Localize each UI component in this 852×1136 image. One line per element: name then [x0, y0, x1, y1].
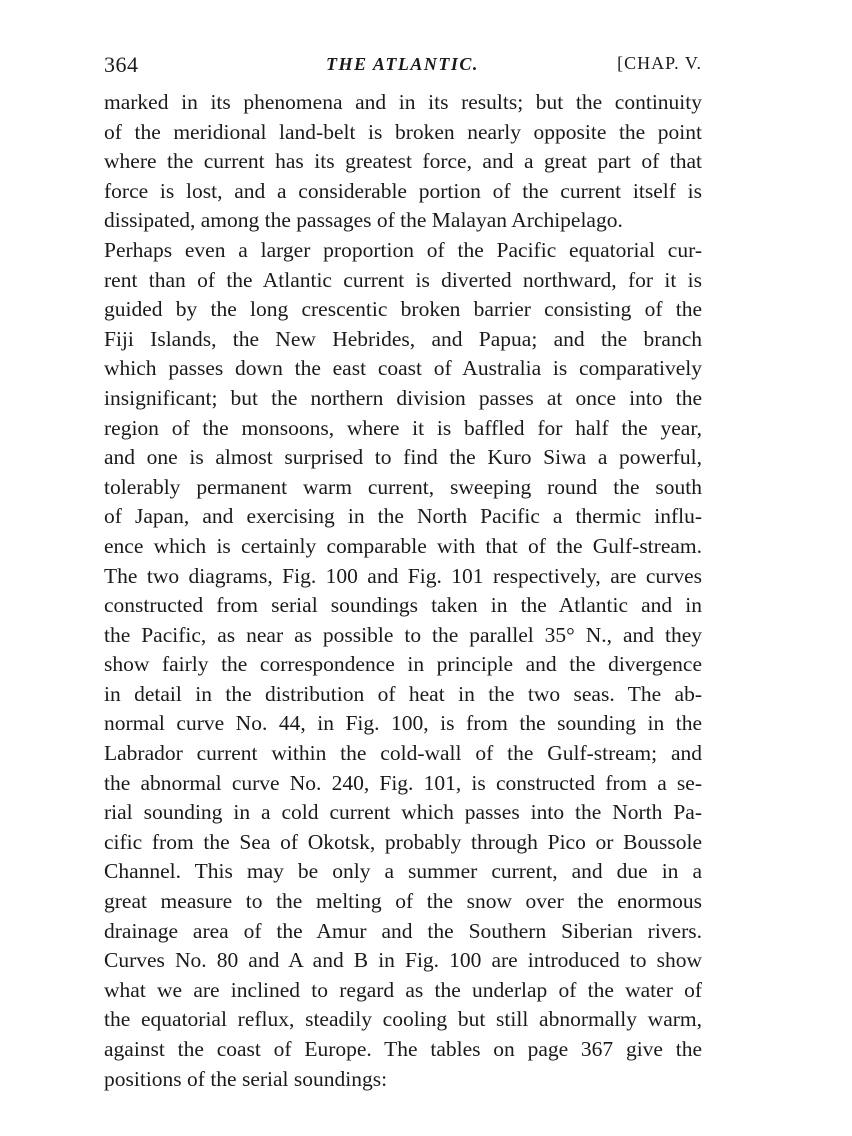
text-line: Channel. This may be only a summer current, and due in a [104, 859, 702, 884]
text-line: guided by the long crescentic broken barrier consisting of the [104, 297, 702, 322]
text-line: the equatorial reflux, steadily cooling but still abnormally warm, [104, 1007, 702, 1032]
text-line: what we are inclined to regard as the underlap of the water of [104, 977, 702, 1002]
text-line: marked in its phenomena and in its results; but the continuity [104, 90, 702, 114]
body-text [104, 88, 702, 1094]
text-line: show fairly the correspondence in principle and the divergence [104, 652, 702, 677]
text-line: which passes down the east coast of Australia is comparatively [104, 356, 702, 381]
running-head [104, 52, 704, 84]
text-line: Perhaps even a larger proportion of the Pacific equatorial cur- [104, 237, 702, 262]
text-line: rial sounding in a cold current which passes into the North Pa- [104, 800, 702, 825]
text-line: against the coast of Europe. The tables on page 367 give the [104, 1037, 702, 1061]
chapter-reference: [CHAP. V. [617, 53, 702, 73]
text-line: of Japan, and exercising in the North Pacific a thermic influ- [104, 504, 702, 529]
page-number: 364 [104, 52, 139, 77]
text-line: the abnormal curve No. 240, Fig. 101, is constructed from a se- [104, 770, 702, 795]
text-line: tolerably permanent warm current, sweeping round the south [104, 474, 702, 499]
text-line: The two diagrams, Fig. 100 and Fig. 101 respectively, are curves [104, 563, 702, 588]
text-line: Curves No. 80 and A and B in Fig. 100 are introduced to show [104, 948, 702, 973]
text-line: normal curve No. 44, in Fig. 100, is from the sounding in the [104, 711, 702, 736]
text-line: drainage area of the Amur and the Southern Siberian rivers. [104, 918, 702, 943]
text-line: great measure to the melting of the snow over the enormous [104, 889, 702, 914]
text-line: Labrador current within the cold-wall of the Gulf-stream; and [104, 741, 702, 766]
text-line: dissipated, among the passages of the Malayan Archipelago. [104, 208, 623, 233]
text-line: in detail in the distribution of heat in the two seas. The ab- [104, 681, 702, 706]
text-line: rent than of the Atlantic current is diverted northward, for it is [104, 267, 702, 292]
text-line: insignificant; but the northern division passes at once into the [104, 385, 702, 410]
text-line: ence which is certainly comparable with that of the Gulf-stream. [104, 533, 702, 558]
text-line: region of the monsoons, where it is baffled for half the year, [104, 415, 702, 440]
text-line: the Pacific, as near as possible to the parallel 35° N., and they [104, 622, 702, 647]
text-line: constructed from serial soundings taken in the Atlantic and in [104, 593, 702, 618]
text-line: Fiji Islands, the New Hebrides, and Papua; and the branch [104, 326, 702, 351]
text-line: force is lost, and a considerable portion of the current itself is [104, 178, 702, 203]
text-line: of the meridional land-belt is broken nearly opposite the point [104, 119, 702, 144]
text-line: and one is almost surprised to find the Kuro Siwa a powerful, [104, 445, 702, 470]
text-line: cific from the Sea of Okotsk, probably through Pico or Boussole [104, 829, 702, 854]
text-line: positions of the serial soundings: [104, 1066, 388, 1091]
text-line: where the current has its greatest force, and a great part of that [104, 149, 702, 174]
running-title: THE ATLANTIC. [326, 54, 479, 74]
